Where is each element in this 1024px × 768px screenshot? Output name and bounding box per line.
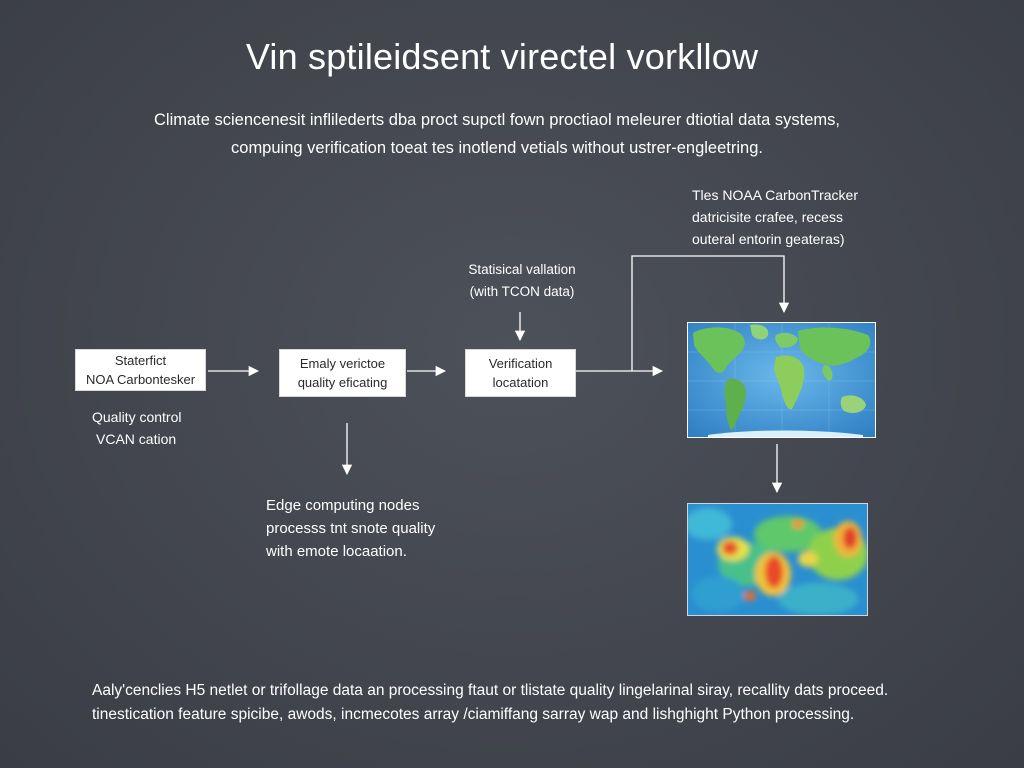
node-source-line-2: NOA Carbontesker <box>85 372 196 387</box>
annotation-stat-line-2: (with TCON data) <box>469 284 575 299</box>
annotation-edge-line-3: with emote locaation. <box>266 543 407 560</box>
node-quality-line-2: quality eficating <box>297 375 388 390</box>
footer-line-1: Aaly'cenclies H5 netlet or trifollage data an processing ftaut or tlistate quality lingelarinal siray, recallity dats proceed. <box>92 682 889 699</box>
annotation-qc-line-2: VCAN cation <box>96 431 177 447</box>
page-title: Vin sptileidsent virectel vorkllow <box>245 36 759 77</box>
annotation-quality-control <box>92 406 181 450</box>
subtitle-line-2: compuing verification toeat tes inotlend vetials without ustrer-engleetring. <box>231 139 763 157</box>
annotation-noaa-carbontracker <box>692 184 858 250</box>
annotation-noaa-line-3: outeral entorin geateras) <box>692 231 845 247</box>
annotation-noaa-line-1: Tles NOAA CarbonTracker <box>692 187 858 203</box>
node-verification-line-2: locatation <box>492 375 549 390</box>
node-quality-line-1: Emaly verictoe <box>299 356 386 371</box>
world-map-image <box>687 322 876 438</box>
annotation-noaa-line-2: datricisite crafee, recess <box>692 209 843 225</box>
subtitle-line-1: Climate sciencenesit inflilederts dba proct supctl fown proctiaol meleurer dtiotial data systems, <box>154 111 840 129</box>
node-source-line-1: Staterfict <box>114 353 167 368</box>
annotation-qc-line-1: Quality control <box>92 409 182 425</box>
heatmap-svg <box>688 504 868 616</box>
annotation-edge-computing <box>266 494 435 563</box>
annotation-statistical-validation <box>450 259 594 303</box>
heatmap-image <box>687 503 868 616</box>
annotation-edge-line-2: processs tnt snote quality <box>266 520 436 537</box>
node-quality[interactable] <box>279 349 406 397</box>
node-verification[interactable] <box>465 349 576 397</box>
annotation-edge-line-1: Edge computing nodes <box>266 497 420 514</box>
annotation-stat-line-1: Statisical vallation <box>468 262 576 277</box>
world-map-svg <box>688 323 876 438</box>
footer-line-2: tinestication feature spicibe, awods, incmecotes array /ciamiffang sarray wap and lishghight Python processing. <box>92 706 855 723</box>
node-verification-line-1: Verification <box>488 356 553 371</box>
node-source[interactable] <box>75 349 206 391</box>
